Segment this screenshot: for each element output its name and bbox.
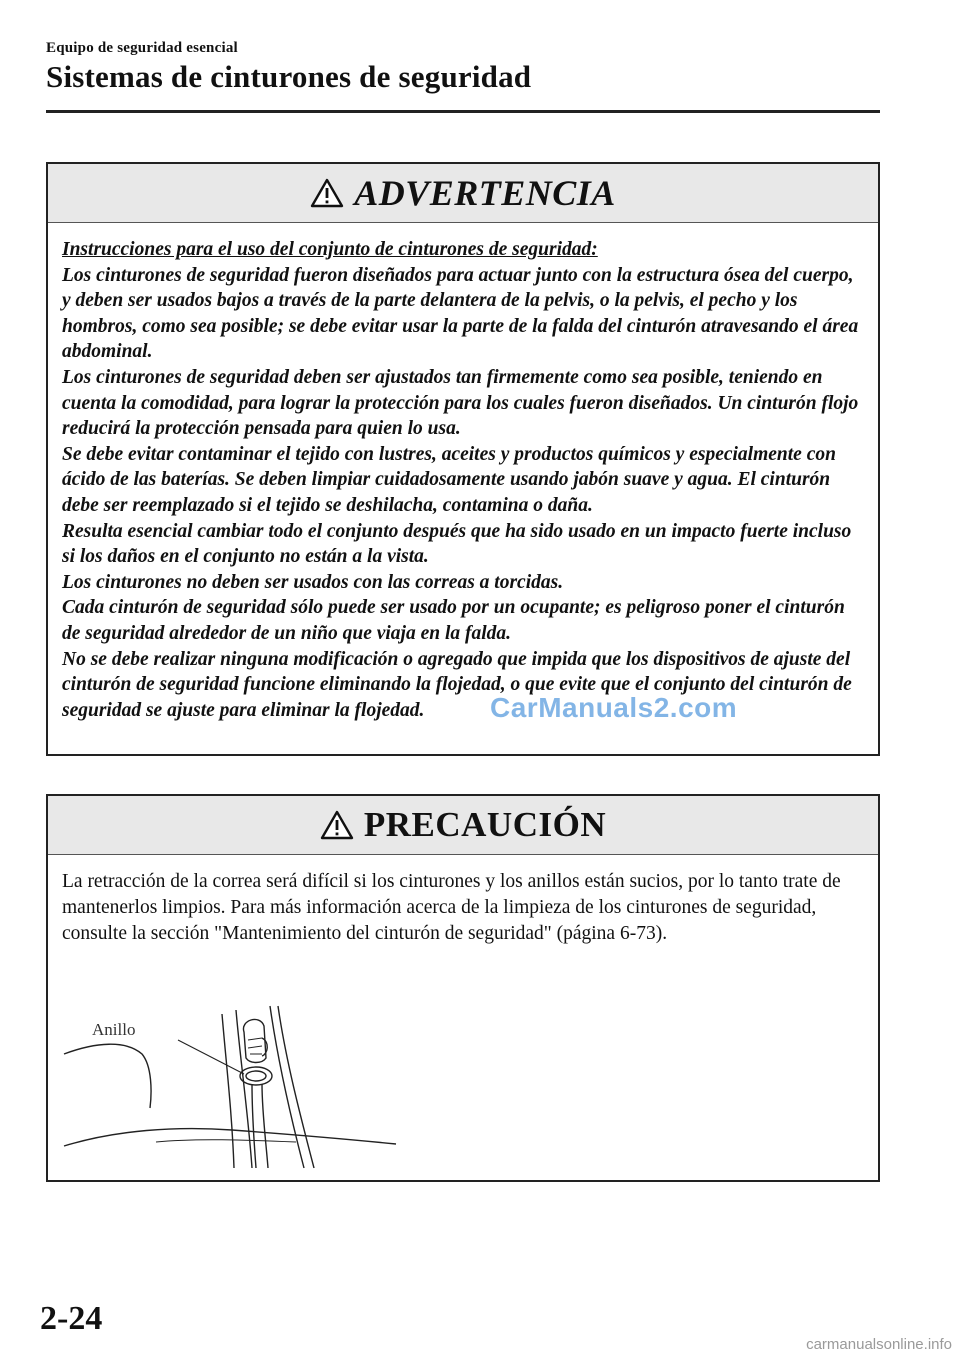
warning-header	[48, 164, 878, 223]
watermark: CarManuals2.com	[490, 692, 738, 723]
caution-text: La retracción de la correa será difícil si los cinturones y los anillos están sucios, por lo tanto trate de mantenerlos limpios. Para más información acerca de la limpieza de los cinturones de seguridad, consulte la sección "Mantenimiento del cinturón de seguridad" (página 6-73).	[62, 871, 841, 944]
page-title: Sistemas de cinturones de seguridad	[46, 59, 532, 94]
warning-triangle-icon	[310, 178, 344, 208]
warning-paragraph: Se debe evitar contaminar el tejido con lustres, aceites y productos químicos y especialmente con ácido de las baterías. Se deben limpiar cuidadosamente usando jabón suave y agua. El cinturón debe ser reemplazado si el tejido se deshilacha, contamina o daña.	[62, 443, 836, 516]
warning-triangle-icon	[320, 810, 354, 840]
page-number: 2-24	[40, 1300, 103, 1337]
warning-paragraph: Los cinturones de seguridad deben ser ajustados tan firmemente como sea posible, teniendo en cuenta la comodidad, para lograr la protección para los cuales fueron diseñados. Un cinturón flojo reducirá la protección pensada para quien lo usa.	[62, 366, 859, 440]
warning-box	[46, 162, 880, 756]
header-divider	[46, 110, 880, 113]
warning-title: ADVERTENCIA	[354, 173, 616, 213]
section-label: Equipo de seguridad esencial	[46, 40, 238, 56]
ring-label: Anillo	[92, 1020, 136, 1039]
caution-header	[48, 796, 878, 855]
warning-body	[48, 223, 878, 723]
caution-title: PRECAUCIÓN	[363, 805, 607, 844]
warning-heading: Instrucciones para el uso del conjunto de cinturones de seguridad:	[62, 239, 598, 260]
caution-box	[46, 794, 880, 1182]
footer-site: carmanualsonline.info	[806, 1336, 952, 1353]
warning-paragraph: Resulta esencial cambiar todo el conjunto después que ha sido usado en un impacto fuerte incluso si los daños en el conjunto no están a la vista.	[62, 520, 852, 568]
warning-paragraph: Los cinturones de seguridad fueron diseñados para actuar junto con la estructura ósea del cuerpo, y deben ser usados bajos a través de la parte delantera de la pelvis, o la pelvis, el pecho y los hombros, como sea posible; se debe evitar usar la parte de la falda del cinturón atravesando el área abdominal.	[62, 264, 859, 363]
page-header	[46, 40, 880, 95]
warning-paragraph: Cada cinturón de seguridad sólo puede ser usado por un ocupante; es peligroso poner el cinturón de seguridad alrededor de un niño que viaja en la falda.	[62, 597, 845, 644]
warning-paragraph: No se debe realizar ninguna modificación o agregado que impida que los dispositivos de ajuste del cinturón de seguridad funcione eliminando la flojedad, o que evite que el conjunto del cinturón de seguridad se ajuste para eliminar la flojedad.	[62, 648, 852, 721]
seatbelt-ring-illustration	[56, 992, 416, 1172]
warning-paragraph: Los cinturones no deben ser usados con las correas a torcidas.	[62, 571, 564, 593]
